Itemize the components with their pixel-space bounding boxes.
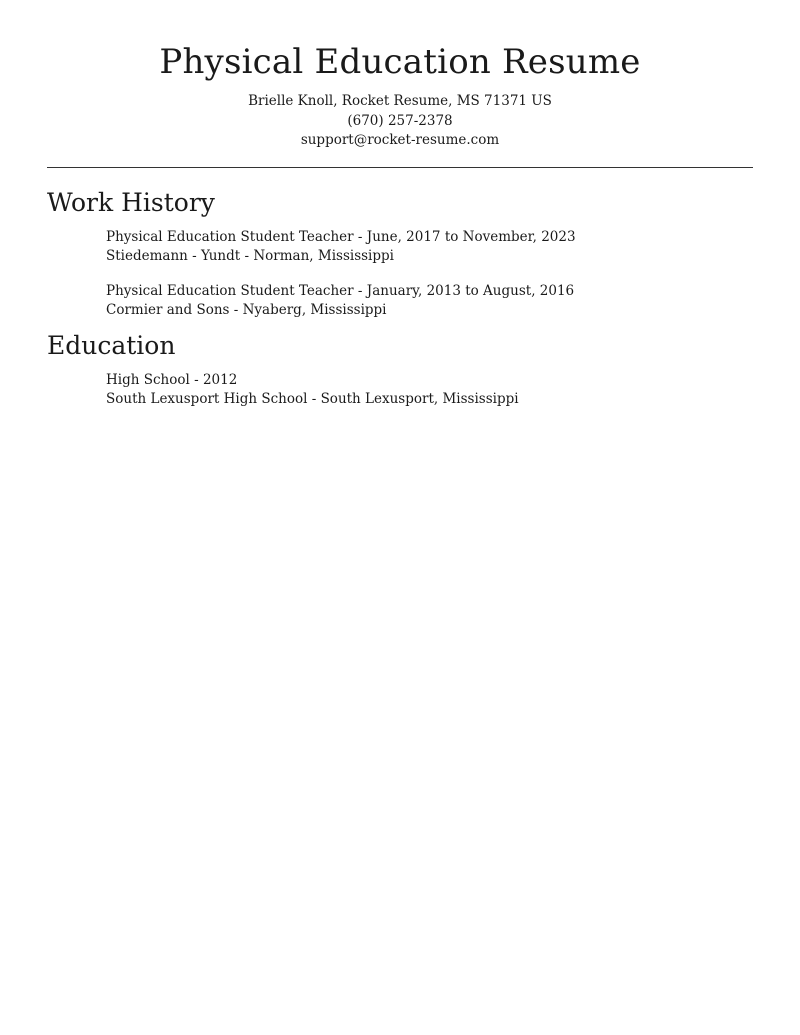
school-location: South Lexusport, Mississippi bbox=[320, 391, 519, 407]
work-entry-title-line bbox=[106, 282, 753, 301]
work-history-section bbox=[47, 186, 753, 336]
job-position: Physical Education Student Teacher bbox=[106, 229, 354, 245]
separator bbox=[307, 391, 320, 407]
resume-header bbox=[0, 40, 800, 151]
employer-location: Norman, Mississippi bbox=[253, 248, 394, 264]
contact-address: Brielle Knoll, Rocket Resume, MS 71371 US bbox=[248, 93, 552, 109]
education-entry bbox=[106, 371, 753, 409]
contact-phone: (670) 257-2378 bbox=[347, 112, 453, 129]
employer-name: Cormier and Sons bbox=[106, 302, 230, 318]
job-position: Physical Education Student Teacher bbox=[106, 283, 354, 299]
degree-name: High School bbox=[106, 372, 190, 388]
education-section bbox=[47, 329, 753, 425]
separator bbox=[354, 283, 367, 299]
job-dates: January, 2013 to August, 2016 bbox=[366, 283, 575, 299]
education-entry-degree-line bbox=[106, 371, 753, 390]
section-heading-work-history: Work History bbox=[47, 188, 215, 217]
contact-email: support@rocket-resume.com bbox=[300, 132, 500, 148]
separator bbox=[240, 248, 253, 264]
separator bbox=[190, 372, 203, 388]
employer-location: Nyaberg, Mississippi bbox=[242, 302, 387, 318]
resume-title: Physical Education Resume bbox=[159, 42, 641, 82]
separator bbox=[354, 229, 367, 245]
work-entry bbox=[106, 228, 753, 266]
employer-name: Stiedemann - Yundt bbox=[106, 248, 241, 264]
work-entry-employer-line bbox=[106, 301, 753, 320]
graduation-year: 2012 bbox=[202, 372, 238, 388]
work-entry bbox=[106, 282, 753, 320]
header-divider bbox=[47, 167, 753, 168]
separator bbox=[229, 302, 242, 318]
section-heading-education: Education bbox=[47, 331, 176, 360]
school-name: South Lexusport High School bbox=[106, 391, 308, 407]
work-entry-employer-line bbox=[106, 247, 753, 266]
education-entry-school-line bbox=[106, 390, 753, 409]
contact-info bbox=[0, 92, 800, 151]
job-dates: June, 2017 to November, 2023 bbox=[366, 229, 576, 245]
work-history-entries bbox=[106, 228, 753, 320]
education-entries bbox=[106, 371, 753, 409]
work-entry-title-line bbox=[106, 228, 753, 247]
